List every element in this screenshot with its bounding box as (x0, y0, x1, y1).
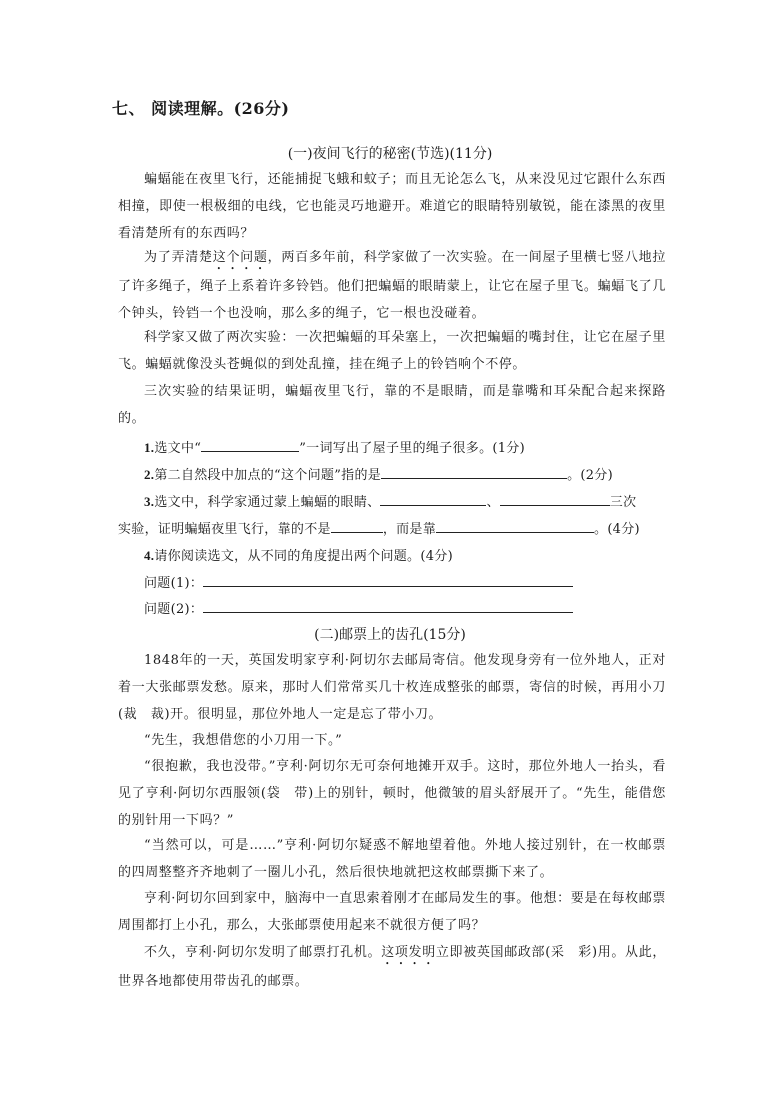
answer-blank[interactable] (201, 437, 299, 452)
passage2-title: (二)邮票上的齿孔(15分) (314, 627, 466, 643)
question-number: 2. (144, 467, 155, 482)
question-number: 1. (144, 440, 155, 455)
passage2-paragraph-6 (118, 939, 666, 995)
answer-line[interactable] (203, 572, 573, 587)
dotted-phrase: 这个问题 (212, 250, 268, 265)
answer-label-1: 问题(1)： (144, 576, 204, 591)
passage2-paragraph-4: “当然可以，可是……”亨利·阿切尔疑惑不解地望着他。外地人接过别针，在一枚邮票的四周整整齐齐地刺了一圈儿小孔，然后很快地就把这枚邮票撕下来了。 (118, 838, 666, 880)
question-4-answer-1 (144, 572, 573, 591)
q3-text-d: ，而是靠 (382, 522, 437, 537)
passage1-paragraph-1: 蝙蝠能在夜里飞行，还能捕捉飞蛾和蚊子；而且无论怎么飞，从来没见过它跟什么东西相撞，即使一根极细的电线，它也能灵巧地避开。难道它的眼睛特别敏锐，能在漆黑的夜里看清楚所有的东西吗？ (118, 172, 666, 241)
passage2-paragraph-5: 亨利·阿切尔回到家中，脑海中一直思索着刚才在邮局发生的事。他想：要是在每枚邮票周围都打上小孔，那么，大张邮票使用起来不就很方便了吗？ (118, 891, 666, 933)
answer-blank[interactable] (331, 518, 383, 533)
question-4 (144, 545, 453, 564)
passage2-paragraph-3: “很抱歉，我也没带。”亨利·阿切尔无可奈何地摊开双手。这时，那位外地人一抬头，看见了亨利·阿切尔西服领(袋 带)上的别针，顿时，他微皱的眉头舒展开了。“先生，能借您的别针用一下吗？” (118, 759, 666, 828)
passage1-paragraph-4: 三次实验的结果证明，蝙蝠夜里飞行，靠的不是眼睛，而是靠嘴和耳朵配合起来探路的。 (118, 384, 666, 426)
question-3 (144, 491, 636, 510)
q3-text-b: 三次 (609, 495, 637, 510)
q3-text-e: 。(4分) (594, 522, 640, 537)
answer-label-2: 问题(2)： (144, 602, 204, 617)
passage1-title: (一)夜间飞行的秘密(节选)(11分) (287, 146, 493, 162)
answer-blank[interactable] (381, 464, 567, 479)
question-4-answer-2 (144, 598, 573, 617)
passage1-paragraph-3: 科学家又做了两次实验：一次把蝙蝠的耳朵塞上，一次把蝙蝠的嘴封住，让它在屋子里飞。蝙蝠就像没头苍蝇似的到处乱撞，挂在绳子上的铃铛响个不停。 (118, 330, 666, 372)
p6-text-before: 不久，亨利·阿切尔发明了邮票打孔机。 (144, 945, 382, 960)
question-1 (144, 437, 525, 456)
passage2-paragraph-1: 1848年的一天，英国发明家亨利·阿切尔去邮局寄信。他发现身旁有一位外地人，正对着一大张邮票发愁。原来，那时人们常常买几十枚连成整张的邮票，寄信的时候，再用小刀(裁 裁)开。很明显，那位外地人一定是忘了带小刀。 (118, 653, 666, 722)
p2-text-after: ，两百多年前，科学家做了一次实验。在一间屋子里横七竖八地拉了许多绳子，绳子上系着许多铃铛。他们把蝙蝠的眼睛蒙上，让它在屋子里飞。蝙蝠飞了几个钟头，铃铛一个也没响，那么多的绳子，它一根也没碰着。 (118, 250, 666, 321)
p6-text-after: 立即被英国邮政部(采 彩)用。从此，世界各地都使用带齿孔的邮票。 (118, 945, 666, 989)
p2-text-before: 为了弄清楚 (144, 250, 213, 265)
answer-blank[interactable] (500, 491, 610, 506)
q3-separator: 、 (486, 495, 500, 510)
q1-text-a: 选文中“ (154, 441, 202, 456)
question-2 (144, 464, 613, 483)
question-number: 4. (144, 548, 155, 563)
passage2-paragraph-2: “先生，我想借您的小刀用一下。” (144, 733, 343, 748)
q3-text-a: 选文中，科学家通过蒙上蝙蝠的眼睛、 (154, 495, 381, 510)
passage1-paragraph-2 (118, 244, 666, 327)
q3-text-c: 实验，证明蝙蝠夜里飞行，靠的不是 (118, 522, 331, 537)
q2-text-b: 。(2分) (567, 468, 613, 483)
answer-line[interactable] (203, 598, 573, 613)
question-number: 3. (144, 494, 155, 509)
answer-blank[interactable] (380, 491, 486, 506)
section-title: 七、 阅读理解。(26分) (112, 99, 290, 118)
q1-text-b: ”一词写出了屋子里的绳子很多。(1分) (299, 441, 525, 456)
answer-blank[interactable] (436, 518, 594, 533)
dotted-phrase: 这项发明 (381, 945, 436, 960)
question-3-continued (118, 518, 640, 537)
q4-text: 请你阅读选文，从不同的角度提出两个问题。(4分) (154, 549, 453, 564)
q2-text-a: 第二自然段中加点的“这个问题”指的是 (154, 468, 382, 483)
